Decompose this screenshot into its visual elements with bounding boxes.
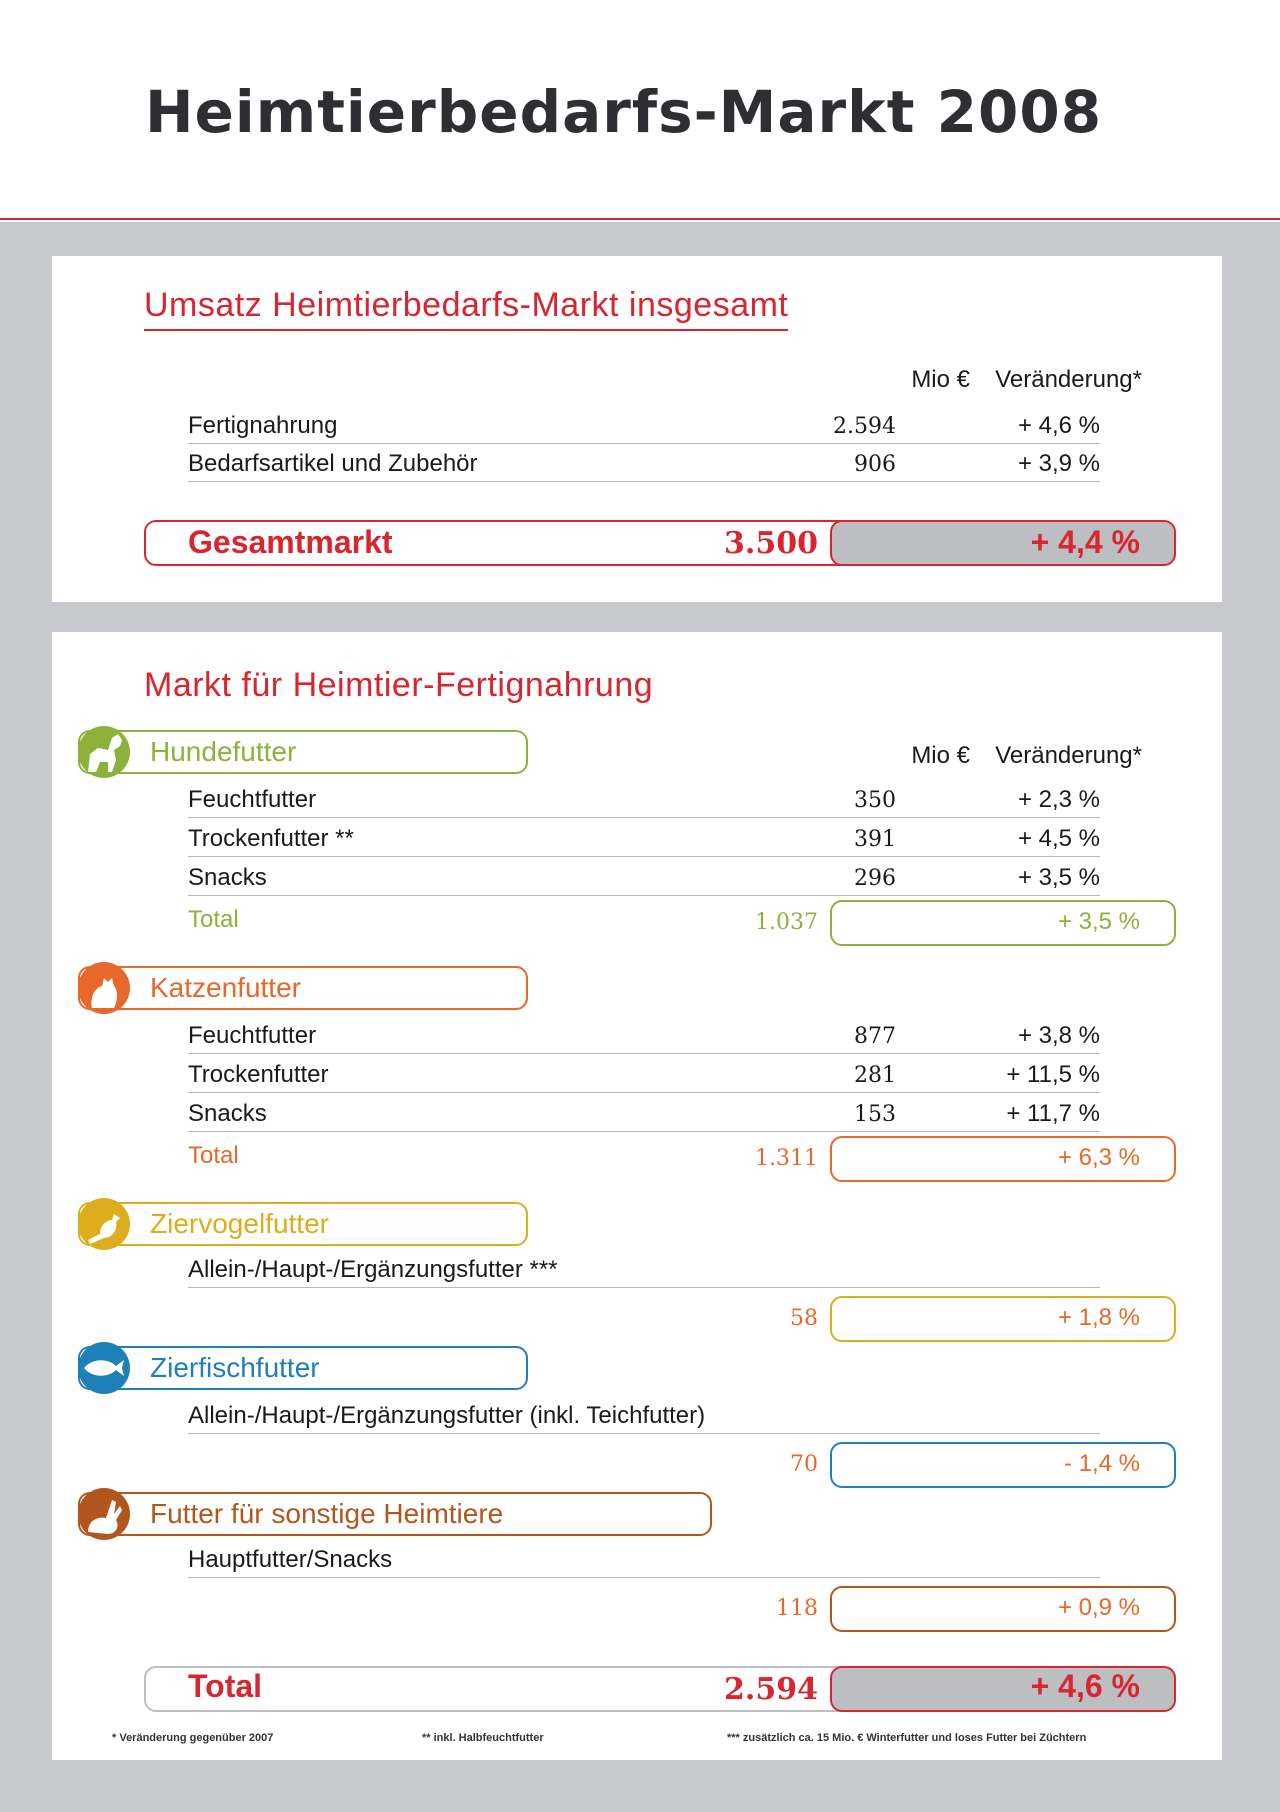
bird-food-label: Ziervogelfutter [150,1208,329,1239]
row-label: Feuchtfutter [188,786,317,813]
cat-food-label: Katzenfutter [150,972,301,1003]
row-value: 281 [854,1063,896,1088]
row-label: Allein-/Haupt-/Ergänzungsfutter (inkl. Teichfutter) [188,1402,706,1429]
row-change: + 11,7 % [1006,1100,1100,1127]
page-header [0,0,1280,220]
fish-total-change: - 1,4 % [1063,1450,1140,1477]
grand-total-label: Total [188,1668,263,1704]
col-header-mio: Mio € [911,366,970,393]
cat-total-label: Total [188,1142,239,1169]
pet-food-panel [52,632,1222,1760]
row-change: + 3,5 % [1017,864,1100,891]
row-value: 153 [854,1102,896,1127]
table-row [188,1055,1100,1093]
footnote-change: * Veränderung gegenüber 2007 [112,1732,274,1744]
total-market-title: Umsatz Heimtierbedarfs-Markt insgesamt [144,286,788,331]
dog-total-label: Total [188,906,239,933]
cat-total-value: 1.311 [755,1146,818,1171]
footnote-semimoist: ** inkl. Halbfeuchtfutter [422,1732,544,1744]
total-market-label: Gesamtmarkt [188,524,393,560]
dog-total-value: 1.037 [755,910,818,935]
dog-food-header [78,730,528,774]
row-label: Bedarfsartikel und Zubehör [188,450,478,477]
row-value: 391 [854,827,896,852]
row-change: + 2,3 % [1017,786,1100,813]
bird-total-value: 58 [790,1306,818,1331]
pet-food-title: Markt für Heimtier-Fertignahrung [144,666,654,704]
row-value: 2.594 [833,414,896,439]
row-change: + 4,6 % [1017,412,1100,439]
col-header-change: Veränderung* [995,742,1142,769]
table-row [188,1396,1100,1434]
row-value: 350 [854,788,896,813]
row-label: Fertignahrung [188,412,338,439]
table-row [188,858,1100,896]
row-label: Allein-/Haupt-/Ergänzungsfutter *** [188,1256,558,1283]
dog-icon [78,726,130,778]
col-header-change: Veränderung* [995,366,1142,393]
total-market-change: + 4,4 % [1030,524,1140,560]
fish-total-value: 70 [790,1452,818,1477]
table-row [188,1540,1100,1578]
table-row [188,819,1100,857]
row-value: 877 [854,1024,896,1049]
table-row [188,1250,1100,1288]
row-change: + 11,5 % [1006,1061,1100,1088]
dog-food-label: Hundefutter [150,736,297,767]
bird-total-change: + 1,8 % [1057,1304,1140,1331]
dog-total-change: + 3,5 % [1057,908,1140,935]
grand-total-value: 2.594 [724,1672,818,1707]
grand-total-change: + 4,6 % [1030,1668,1140,1704]
total-market-value: 3.500 [724,526,818,561]
cat-icon [78,962,130,1014]
rabbit-icon [78,1488,130,1540]
page-title: Heimtierbedarfs-Markt 2008 [145,78,1103,146]
row-change: + 4,5 % [1017,825,1100,852]
other-food-label: Futter für sonstige Heimtiere [150,1498,504,1529]
fish-icon [78,1342,130,1394]
cat-total-change: + 6,3 % [1057,1144,1140,1171]
row-label: Hauptfutter/Snacks [188,1546,393,1573]
table-row [188,406,1100,444]
row-label: Trockenfutter ** [188,825,354,852]
table-row [188,1094,1100,1132]
row-change: + 3,9 % [1017,450,1100,477]
bird-icon [78,1198,130,1250]
row-label: Trockenfutter [188,1061,329,1088]
row-label: Snacks [188,864,267,891]
footnote-winter-food: *** zusätzlich ca. 15 Mio. € Winterfutter und loses Futter bei Züchtern [727,1732,1087,1744]
other-total-change: + 0,9 % [1057,1594,1140,1621]
row-change: + 3,8 % [1017,1022,1100,1049]
row-label: Snacks [188,1100,267,1127]
row-value: 906 [854,452,896,477]
cat-food-header [78,966,528,1010]
table-row [188,444,1100,482]
table-row [188,780,1100,818]
other-total-value: 118 [776,1596,818,1621]
fish-food-label: Zierfischfutter [150,1352,320,1383]
row-value: 296 [854,866,896,891]
total-market-panel [52,256,1222,602]
col-header-mio: Mio € [911,742,970,769]
row-label: Feuchtfutter [188,1022,317,1049]
table-row [188,1016,1100,1054]
